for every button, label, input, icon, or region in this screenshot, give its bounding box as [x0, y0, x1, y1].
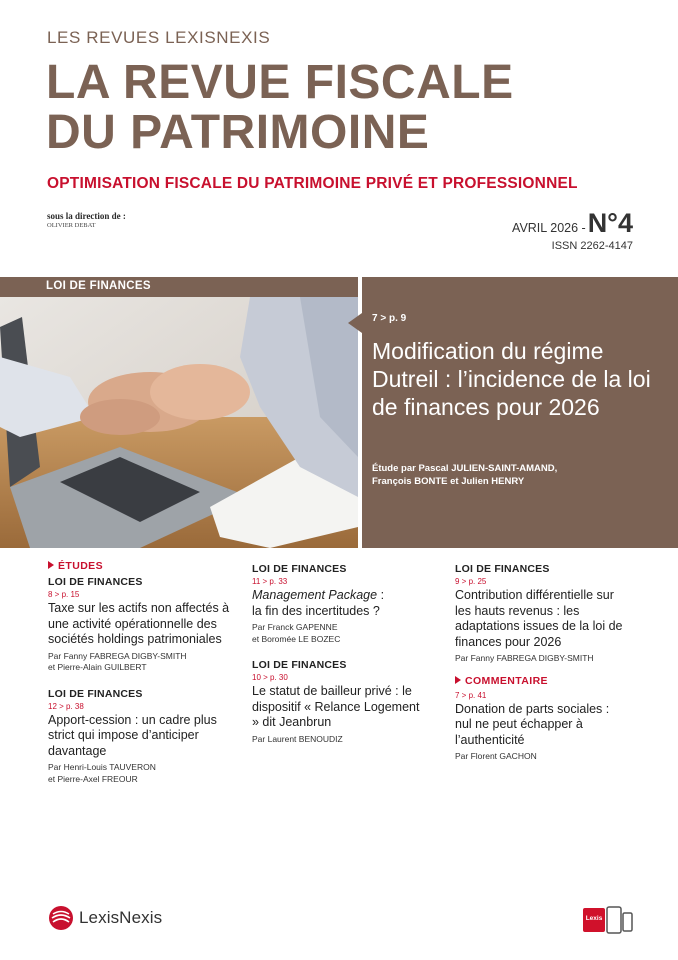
article-authors: Par Laurent BENOUDIZ	[252, 733, 343, 744]
direction-label: sous la direction de :	[47, 211, 126, 221]
article-title[interactable]: Taxe sur les actifs non affectés à une activité opérationnelle des sociétés holdings patrimoniales	[48, 601, 230, 646]
article[interactable]	[455, 563, 625, 665]
column-3	[455, 563, 625, 777]
editorial-direction	[47, 211, 126, 229]
article-title[interactable]: Apport-cession : un cadre plus strict qui impose d’anticiper davantage	[48, 712, 217, 758]
article[interactable]	[252, 659, 422, 745]
title-line-2: DU PATRIMOINE	[46, 106, 430, 159]
magazine-subtitle: OPTIMISATION FISCALE DU PATRIMOINE PRIVÉ ET PROFESSIONNEL	[47, 175, 578, 192]
column-2	[252, 563, 422, 759]
series-name: LES REVUES LEXISNEXIS	[47, 28, 271, 47]
issue-date: AVRIL 2026 -	[512, 221, 586, 235]
article-title[interactable]: Le statut de bailleur privé : le dispositif « Relance Logement » dit Jeanbrun	[252, 684, 420, 729]
title-line-1: LA REVUE FISCALE	[46, 56, 514, 109]
article-authors: Par Fanny FABREGA DIGBY-SMITH et Pierre-Alain GUILBERT	[48, 650, 187, 672]
article-reference: 10 > p. 30	[252, 673, 288, 682]
feature-pointer	[348, 313, 362, 333]
handshake-laptop-photo	[0, 297, 358, 548]
magazine-title	[46, 58, 514, 158]
tablet-phone-icon	[583, 906, 633, 939]
article[interactable]	[48, 688, 236, 786]
article[interactable]	[48, 576, 236, 674]
feature-category: LOI DE FINANCES	[46, 280, 151, 292]
article-category: LOI DE FINANCES	[48, 576, 143, 588]
article-reference: 8 > p. 15	[48, 590, 80, 599]
issue-info	[512, 208, 633, 252]
article-reference: 9 > p. 25	[455, 577, 487, 586]
column-1	[48, 560, 236, 799]
lexis-badge-text: Lexis	[585, 915, 603, 922]
feature-category-bar	[0, 277, 358, 297]
feature-authors-line-2: François BONTE et Julien HENRY	[372, 476, 525, 487]
section-commentaire: COMMENTAIRE	[455, 675, 625, 687]
article-reference: 11 > p. 33	[252, 577, 288, 586]
article[interactable]	[252, 563, 422, 645]
article-category: LOI DE FINANCES	[252, 659, 347, 671]
article-reference: 12 > p. 38	[48, 701, 84, 711]
issn: ISSN 2262-4147	[551, 240, 633, 252]
article-reference: 7 > p. 41	[455, 690, 487, 700]
logo-text: LexisNexis	[79, 908, 163, 927]
article-authors: Par Franck GAPENNE et Boromée LE BOZEC	[252, 622, 341, 644]
triangle-right-icon	[48, 561, 54, 569]
article-authors: Par Henri-Louis TAUVERON et Pierre-Axel FREOUR	[48, 762, 156, 784]
article-category: LOI DE FINANCES	[252, 563, 347, 575]
triangle-right-icon	[455, 676, 461, 684]
article-category: LOI DE FINANCES	[48, 687, 143, 700]
feature-reference: 7 > p. 9	[372, 313, 407, 324]
article-title[interactable]: Contribution différentielle sur les hauts revenus : les adaptations issues de la loi de finances pour 2026	[455, 588, 623, 649]
article-authors: Par Florent GACHON	[455, 751, 537, 761]
article-category: LOI DE FINANCES	[455, 563, 550, 575]
director-name: OLIVIER DEBAT	[47, 222, 96, 229]
article[interactable]	[455, 691, 625, 763]
feature-title[interactable]: Modification du régime Dutreil : l’incidence de la loi de finances pour 2026	[372, 338, 651, 420]
feature-authors-line-1: Étude par Pascal JULIEN-SAINT-AMAND,	[372, 463, 558, 474]
article-title[interactable]: Donation de parts sociales : nul ne peut échapper à l’authenticité	[455, 701, 610, 747]
section-etudes: ÉTUDES	[48, 560, 236, 572]
lexisnexis-logo	[48, 905, 162, 931]
article-title[interactable]: Management Package : la fin des incertitudes ?	[252, 588, 385, 618]
article-authors: Par Fanny FABREGA DIGBY-SMITH	[455, 653, 594, 663]
feature-authors	[372, 462, 662, 488]
issue-number: N°4	[587, 208, 633, 238]
lexisnexis-logo-icon	[48, 905, 74, 931]
